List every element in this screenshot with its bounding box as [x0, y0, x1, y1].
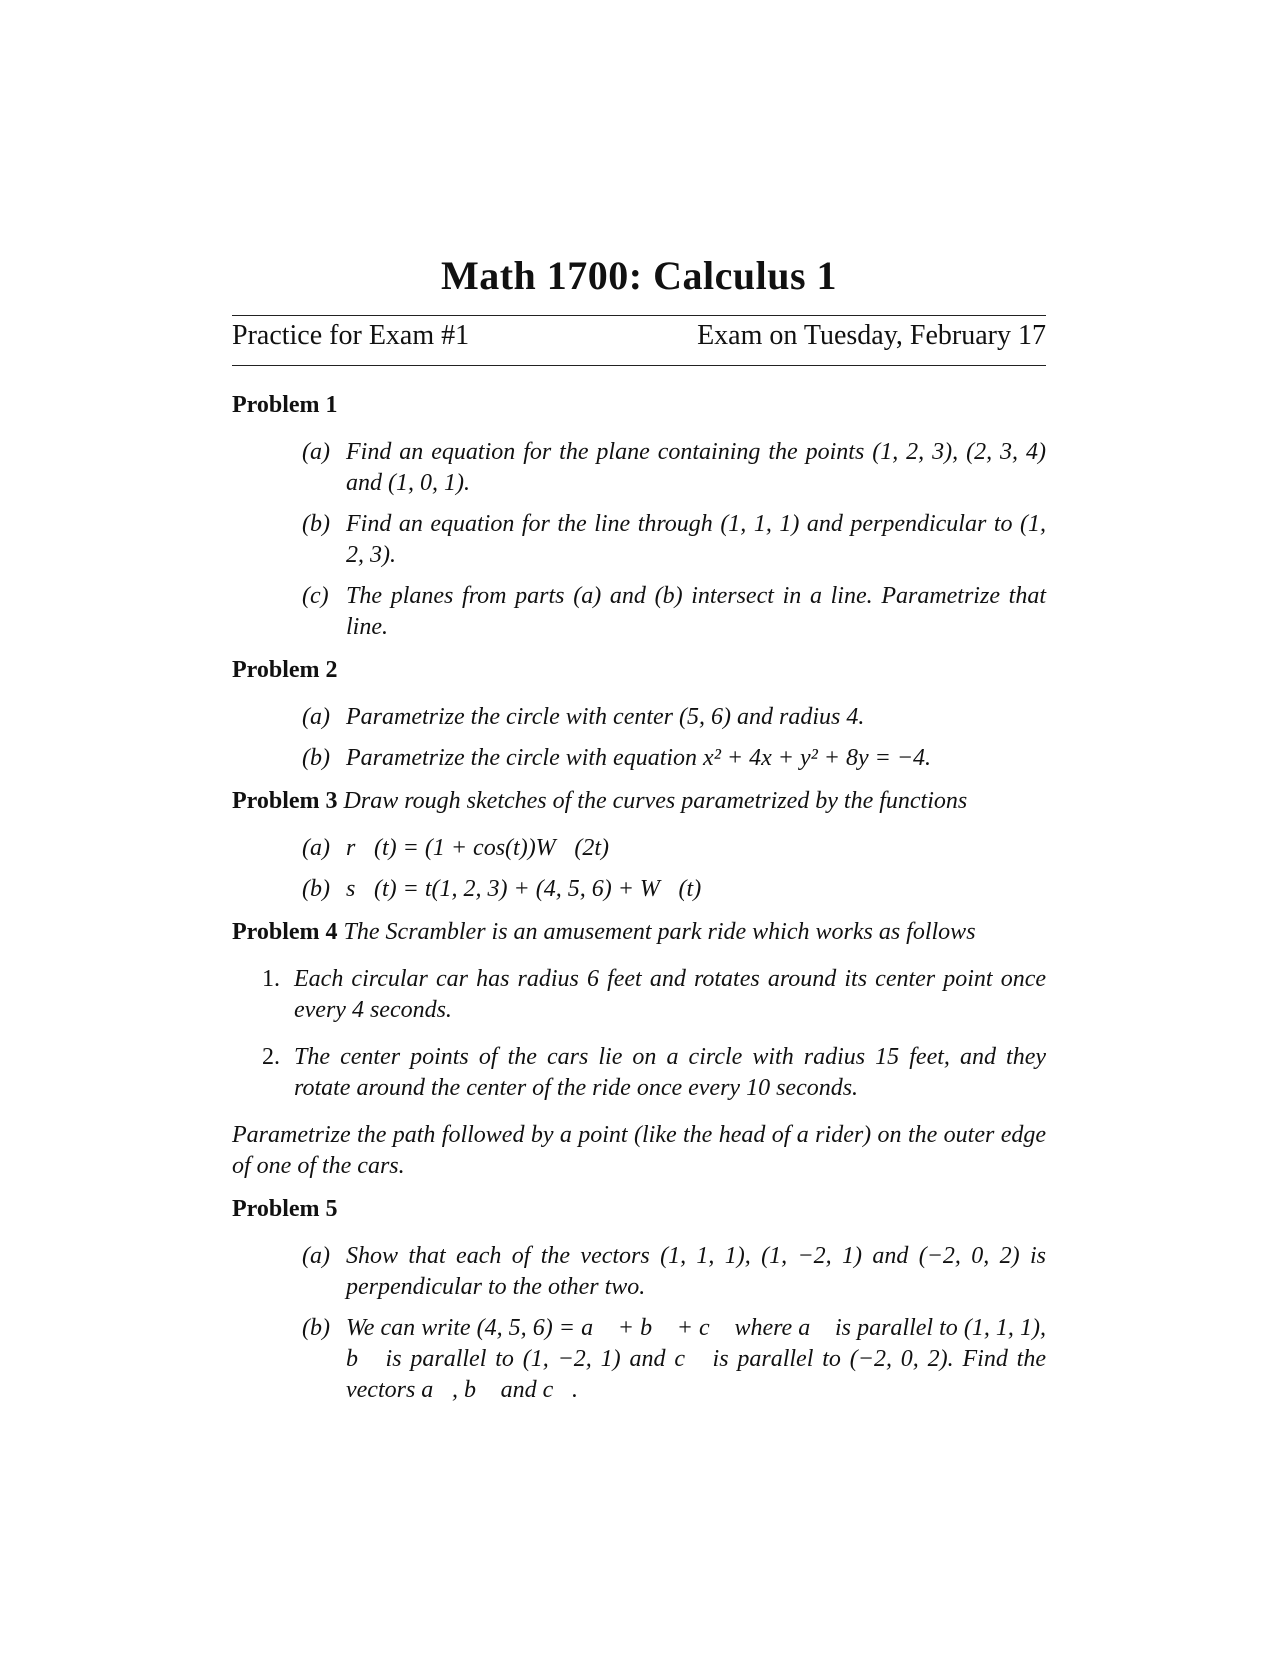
problem-heading: Problem 3 Draw rough sketches of the curves parametrized by the functions	[232, 788, 968, 814]
header-right-text: Exam on Tuesday, February 17	[697, 320, 1046, 351]
problems-content	[232, 390, 1046, 1418]
header-row	[232, 320, 1046, 352]
header-left-text: Practice for Exam #1	[232, 320, 470, 351]
numbered-item	[262, 1042, 1046, 1104]
problem-lead: Draw rough sketches of the curves parametrized by the functions	[343, 788, 968, 814]
item-text: Find an equation for the plane containing the points (1, 2, 3), (2, 3, 4) and (1, 0, 1).	[346, 439, 1046, 496]
item-text: Find an equation for the line through (1, 1, 1) and perpendicular to (1, 2, 3).	[346, 511, 1046, 568]
problem-heading: Problem 4 The Scrambler is an amusement park ride which works as follows	[232, 919, 976, 945]
item-label: (a)	[302, 439, 330, 465]
problem-item	[302, 581, 1046, 643]
problem-item	[302, 743, 1046, 774]
problem-closing-text: Parametrize the path followed by a point (like the head of a rider) on the outer edge of one of the cars.	[232, 1122, 1046, 1179]
page-title: Math 1700: Calculus 1	[440, 253, 838, 298]
item-label: (b)	[302, 1315, 330, 1341]
item-text: The planes from parts (a) and (b) intersect in a line. Parametrize that line.	[346, 583, 1046, 640]
item-text: Parametrize the circle with center (5, 6) and radius 4.	[346, 704, 865, 730]
header-top-rule	[232, 315, 1046, 316]
problem-item	[302, 437, 1046, 499]
item-label: (b)	[302, 876, 330, 902]
problem-heading: Problem 1	[232, 392, 338, 418]
problem-heading: Problem 2	[232, 657, 338, 683]
item-label: (a)	[302, 704, 330, 730]
item-label: (a)	[302, 1243, 330, 1269]
problem-4	[232, 917, 1046, 1182]
problem-item	[302, 1241, 1046, 1303]
item-label: (a)	[302, 835, 330, 861]
problem-1	[232, 390, 1046, 643]
problem-2	[232, 655, 1046, 774]
header-bottom-rule	[232, 365, 1046, 366]
problem-3	[232, 786, 1046, 905]
item-label: (c)	[302, 583, 329, 609]
item-label: 1.	[262, 966, 280, 992]
problem-lead: The Scrambler is an amusement park ride which works as follows	[343, 919, 976, 945]
problem-5	[232, 1194, 1046, 1406]
item-text: Show that each of the vectors (1, 1, 1), (1, −2, 1) and (−2, 0, 2) is perpendicular to the other two.	[346, 1243, 1046, 1300]
problem-item	[302, 874, 1046, 905]
item-label: (b)	[302, 745, 330, 771]
problem-item	[302, 702, 1046, 733]
problem-item	[302, 1313, 1046, 1406]
problem-item	[302, 833, 1046, 864]
item-label: (b)	[302, 511, 330, 537]
problem-item	[302, 509, 1046, 571]
item-text: Each circular car has radius 6 feet and rotates around its center point once every 4 seconds.	[294, 966, 1046, 1023]
problem-heading: Problem 5	[232, 1196, 338, 1222]
item-text: Parametrize the circle with equation x² + 4x + y² + 8y = −4.	[346, 745, 932, 771]
item-text: We can write (4, 5, 6) = a⃗ + b⃗ + c⃗ where a⃗ is parallel to (1, 1, 1), b⃗ is parallel to (1, −2, 1) and c⃗ is parallel to (−2, 0, 2). Find the vectors a⃗, b⃗ and c⃗.	[346, 1315, 1046, 1403]
item-text: r⃗(t) = (1 + cos(t))W⃗(2t)	[346, 835, 609, 861]
item-text: The center points of the cars lie on a circle with radius 15 feet, and they rotate around the center of the ride once every 10 seconds.	[294, 1044, 1046, 1101]
numbered-item	[262, 964, 1046, 1026]
item-text: s⃗(t) = t(1, 2, 3) + (4, 5, 6) + W⃗(t)	[346, 876, 702, 902]
item-label: 2.	[262, 1044, 280, 1070]
